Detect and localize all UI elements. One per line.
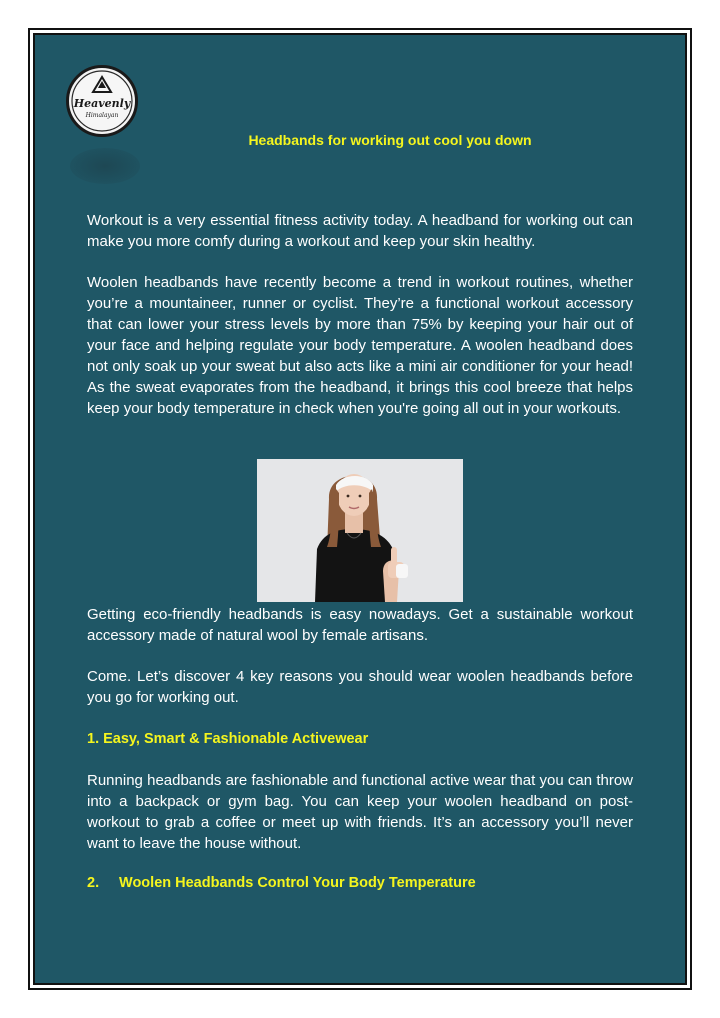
heading-reason-2-number: 2. [87,875,100,891]
logo-text-line1: Heavenly [73,97,131,110]
paragraph-running-headbands: Running headbands are fashionable and functional active wear that you can throw into a backpack or gym bag. You can keep your woolen headband on post-workout to grab a coffee or meet up with friends. It’s an accessory you’ll never want to leave the house without. [87,772,633,852]
logo-text-line2: Himalayan [85,112,119,119]
paragraph-intro: Workout is a very essential fitness activity today. A headband for working out can make you more comfy during a workout and keep your skin healthy. [87,212,633,250]
heading-reason-1-number: 1. [87,731,100,747]
heading-reason-1-text: Easy, Smart & Fashionable Activewear [103,731,369,747]
page-title: Headbands for working out cool you down [248,132,532,148]
logo-shadow [70,148,140,184]
woman-thumbs-up-photo [257,459,463,602]
heading-reason-2 [87,873,633,893]
heading-reason-2-text: Woolen Headbands Control Your Body Temperature [119,875,476,891]
paragraph-woolen-trend: Woolen headbands have recently become a trend in workout routines, whether you’re a mountaineer, runner or cyclist. They’re a functional workout accessory that can lower your stress levels by more than 75% by keeping your hair out of your face and helping regulate your body temperature. A woolen headband does not only soak up your sweat but also acts like a mini air conditioner for your head! As the sweat evaporates from the headband, it brings this cool breeze that helps keep your body temperature in check when you're going all out in your workouts. [87,274,633,417]
paragraph-key-reasons: Come. Let’s discover 4 key reasons you should wear woolen headbands before you go for working out. [87,668,633,706]
heavenly-logo-icon [66,65,138,137]
heading-reason-1 [87,729,633,749]
paragraph-eco-friendly: Getting eco-friendly headbands is easy nowadays. Get a sustainable workout accessory made of natural wool by female artisans. [87,606,633,644]
